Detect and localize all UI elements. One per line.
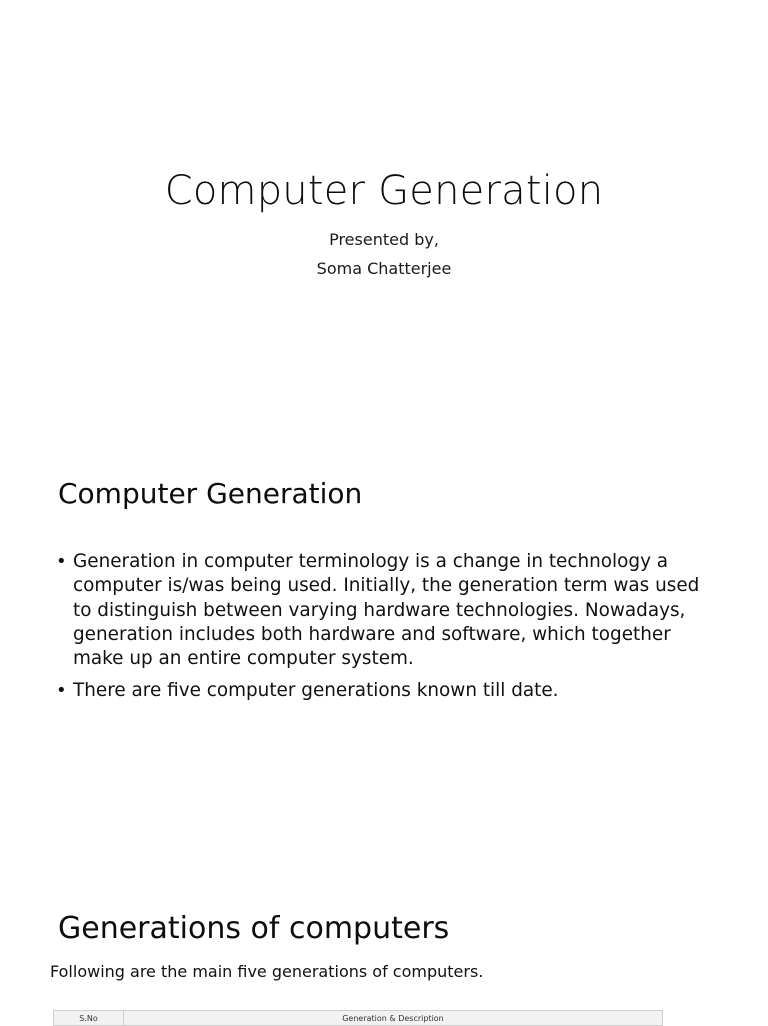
content-slide-generations [0,900,768,1024]
table-header-row [54,1011,663,1026]
intro-text: Following are the main five generations of computers. [50,962,484,981]
bullet-text: There are five computer generations known till date. [73,680,559,702]
presented-by-label: Presented by, [329,230,439,249]
slide-heading: Computer Generation [58,477,363,510]
slide-heading: Generations of computers [58,911,450,946]
bullet-list [56,550,706,712]
presentation-title: Computer Generation [164,168,604,214]
bullet-item [56,550,706,671]
bullet-text: Generation in computer terminology is a change in technology a computer is/was being used. Initially, the generation term was used to distinguish between varying hardware technologies. Nowadays, generation includes both hardware and software, which together make up an entire computer system. [73,551,700,670]
bullet-icon: • [56,551,67,572]
presenter-name: Soma Chatterjee [316,259,452,278]
bullet-item [56,679,706,703]
content-slide-computer-generation [0,320,768,900]
title-slide [0,0,768,320]
table-header-sno: S.No [54,1011,124,1026]
table-header-description: Generation & Description [124,1011,663,1026]
bullet-icon: • [56,680,67,702]
